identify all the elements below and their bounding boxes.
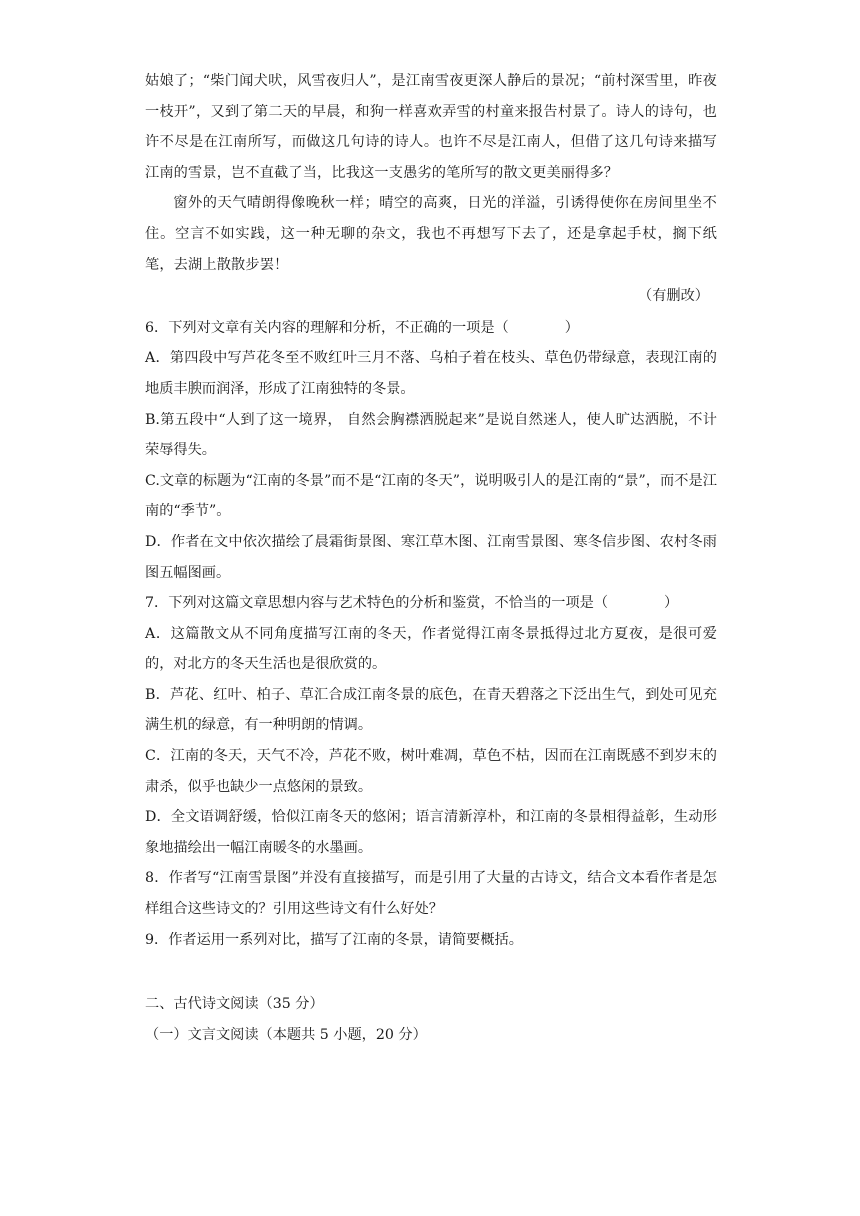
- question-7-stem-close: ）: [664, 595, 679, 612]
- passage-paragraph-1: 姑娘了；“柴门闻犬吠，风雪夜归人”，是江南雪夜更深人静后的景况；“前村深雪里，昨夜一枝开”，又到了第二天的早晨，和狗一样喜欢弄雪的村童来报告村景了。诗人的诗句，也许不尽是在江南所写，而做这几句诗的诗人。也许不尽是江南人，但借了这几句诗来描写江南的雪景，岂不直截了当，比我这一支愚劣的笔所写的散文更美丽得多？: [145, 73, 717, 181]
- question-7-option-c: C．江南的冬天，天气不冷，芦花不败，树叶难凋，草色不枯，因而在江南既感不到岁末的肃杀，似乎也缺少一点悠闲的景致。: [145, 748, 717, 795]
- question-6-stem: [145, 313, 717, 344]
- question-7-option-a: A．这篇散文从不同角度描写江南的冬天，作者觉得江南冬景抵得过北方夏夜，是很可爱的，对北方的冬天生活也是很欣赏的。: [145, 625, 717, 673]
- question-7-option-d: D．全文语调舒缓，恰似江南冬天的悠闲；语言清新淳朴，和江南的冬景相得益彰，生动形象地描绘出一幅江南暖冬的水墨画。: [145, 809, 717, 856]
- source-note: （有删改）: [638, 288, 709, 305]
- question-9: 9．作者运用一系列对比，描写了江南的冬景，请简要概括。: [145, 931, 523, 948]
- question-6-option-b: B.第五段中“人到了这一境界， 自然会胸襟洒脱起来”是说自然迷人，使人旷达洒脱，不计荣辱得失。: [145, 411, 717, 459]
- question-6-stem-text: 6．下列对文章有关内容的理解和分析，不正确的一项是（: [145, 319, 509, 336]
- question-8: 8．作者写“江南雪景图”并没有直接描写，而是引用了大量的古诗文，结合文本看作者是怎样组合这些诗文的？引用这些诗文有什么好处？: [145, 870, 717, 918]
- question-7-option-b: B．芦花、红叶、柏子、草汇合成江南冬景的底色，在青天碧落之下泛出生气，到处可见充满生机的绿意，有一种明朗的情调。: [145, 686, 717, 734]
- question-7-stem-text: 7．下列对这篇文章思想内容与艺术特色的分析和鉴赏，不恰当的一项是（: [145, 595, 609, 612]
- section-heading-part-2: 二、古代诗文阅读（35 分）: [145, 996, 324, 1013]
- question-6-option-c: C.文章的标题为“江南的冬景”而不是“江南的冬天”，说明吸引人的是江南的“景”，而不是江南的“季节”。: [145, 472, 717, 520]
- document-page: [145, 66, 717, 1050]
- subsection-heading-classical-chinese: （一）文言文阅读（本题共 5 小题，20 分）: [145, 1026, 427, 1043]
- question-6-stem-close: ）: [564, 319, 579, 336]
- question-6-option-d: D．作者在文中依次描绘了晨霜街景图、寒江草木图、江南雪景图、寒冬信步图、农村冬雨图五幅图画。: [145, 533, 717, 581]
- question-7-stem: [145, 588, 717, 619]
- section-gap: [145, 955, 717, 989]
- question-6-option-a: A．第四段中写芦花冬至不败红叶三月不落、乌柏子着在枝头、草色仍带绿意，表现江南的地质丰腴而润泽，形成了江南独特的冬景。: [145, 350, 717, 397]
- passage-paragraph-2: 窗外的天气晴朗得像晚秋一样；晴空的高爽，日光的洋溢，引诱得使你在房间里坐不住。空言不如实践，这一种无聊的杂文，我也不再想写下去了，还是拿起手杖，搁下纸笔，去湖上散散步罢！: [145, 195, 717, 273]
